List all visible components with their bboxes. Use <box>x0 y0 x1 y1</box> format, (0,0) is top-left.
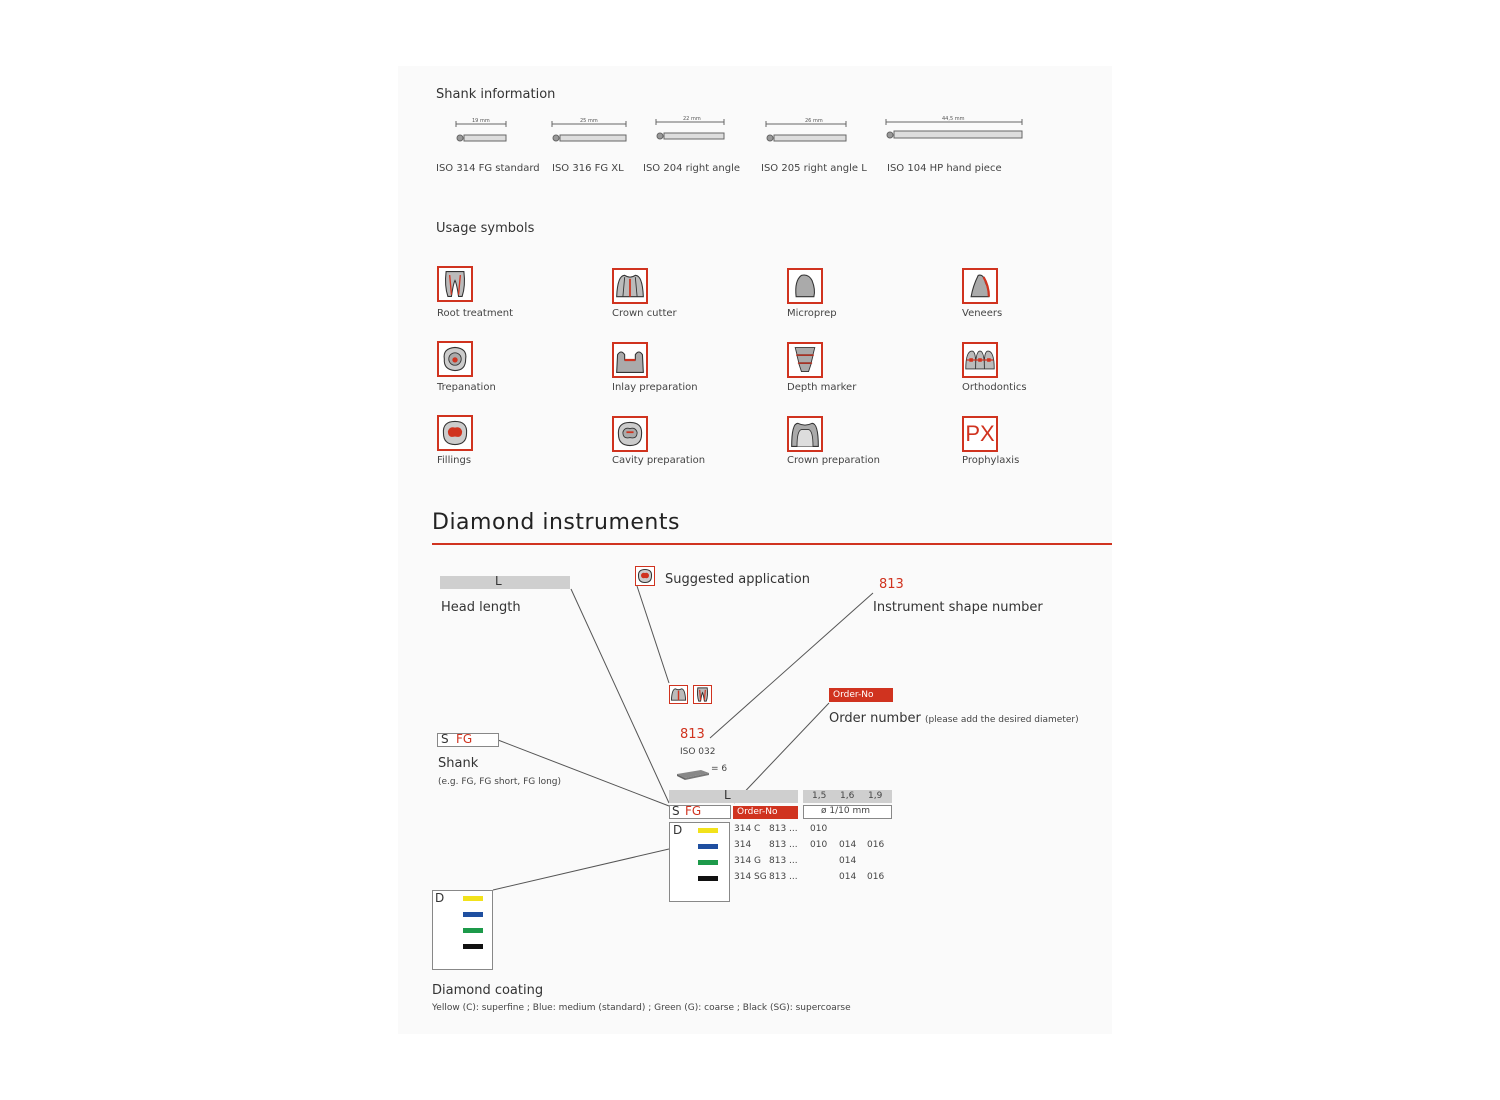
package-count: = 6 <box>711 764 728 774</box>
row-code: 314 SG <box>734 872 767 882</box>
symbol-label-depth-marker: Depth marker <box>787 382 857 393</box>
package-icon <box>675 765 711 781</box>
center-shape-number: 813 <box>680 727 705 742</box>
shape-number-label: Instrument shape number <box>873 600 1043 615</box>
row-value-2: 014 <box>839 872 857 882</box>
row-code: 314 G <box>734 856 762 866</box>
order-number-label <box>829 711 1079 726</box>
symbol-label-root-treatment: Root treatment <box>437 308 514 319</box>
table-shank-fg: FG <box>685 804 702 818</box>
table-l-bar <box>669 790 798 803</box>
legend-bar-yellow <box>463 896 483 901</box>
legend-bar-green <box>463 928 483 933</box>
symbol-label-fillings: Fillings <box>437 455 472 466</box>
symbol-label-orthodontics: Orthodontics <box>962 382 1027 393</box>
coating-legend-d: D <box>435 891 445 905</box>
row-shape: 813 ... <box>769 824 798 834</box>
row-value-1: 010 <box>810 840 828 850</box>
row-shape: 813 ... <box>769 872 798 882</box>
table-size-3: 1,9 <box>868 791 883 801</box>
row-code: 314 C <box>734 824 761 834</box>
legend-bar-black <box>463 944 483 949</box>
row-value-3: 016 <box>867 872 885 882</box>
shank-label-204: ISO 204 right angle <box>643 163 741 174</box>
row-value-2: 014 <box>839 840 857 850</box>
symbol-label-prophylaxis: Prophylaxis <box>962 455 1020 466</box>
shank-dim-314: 19 mm <box>472 118 490 124</box>
shank-dim-104: 44,5 mm <box>942 116 965 122</box>
prophylaxis-glyph: PX <box>965 421 995 446</box>
coating-bar-yellow <box>698 828 718 833</box>
head-length-bar <box>440 576 570 589</box>
symbol-label-inlay-preparation: Inlay preparation <box>612 382 698 393</box>
table-coating-d: D <box>673 823 683 837</box>
coating-bar-blue <box>698 844 718 849</box>
diamond-section-title: Diamond instruments <box>432 510 680 535</box>
table-size-2: 1,6 <box>840 791 855 801</box>
shape-number-value: 813 <box>879 577 904 592</box>
order-number-note: (please add the desired diameter) <box>924 715 1079 725</box>
coating-note: Yellow (C): superfine ; Blue: medium (standard) ; Green (G): coarse ; Black (SG): supercoarse <box>432 1003 851 1013</box>
head-length-symbol: L <box>495 574 502 588</box>
row-shape: 813 ... <box>769 840 798 850</box>
row-value-3: 016 <box>867 840 885 850</box>
symbol-label-cavity-preparation: Cavity preparation <box>612 455 706 466</box>
symbol-label-microprep: Microprep <box>787 308 837 319</box>
row-code: 314 <box>734 840 752 850</box>
row-value-2: 014 <box>839 856 857 866</box>
coating-bar-black <box>698 876 718 881</box>
table-shank-s: S <box>672 804 680 818</box>
suggested-application-label: Suggested application <box>665 572 810 587</box>
usage-section-title: Usage symbols <box>436 221 535 236</box>
table-unit: ø 1/10 mm <box>821 806 870 816</box>
shank-section-title: Shank information <box>436 87 556 102</box>
table-order-no-tag: Order-No <box>733 806 798 819</box>
row-shape: 813 ... <box>769 856 798 866</box>
center-crown-cutter-icon <box>669 685 688 704</box>
table-l-symbol: L <box>724 788 731 802</box>
shank-dim-205: 26 mm <box>805 118 823 124</box>
shank-note: (e.g. FG, FG short, FG long) <box>438 777 562 787</box>
center-root-treatment-icon <box>693 685 712 704</box>
coating-label: Diamond coating <box>432 983 544 998</box>
suggested-application-icon <box>635 566 655 586</box>
shank-label: Shank <box>438 756 479 771</box>
symbol-label-trepanation: Trepanation <box>437 382 496 393</box>
shank-legend-s: S <box>441 732 449 746</box>
legend-bar-blue <box>463 912 483 917</box>
order-no-tag: Order-No <box>829 688 893 702</box>
symbol-label-veneers: Veneers <box>962 308 1003 319</box>
shank-label-314: ISO 314 FG standard <box>436 163 540 174</box>
shank-label-205: ISO 205 right angle L <box>761 163 867 174</box>
shank-legend-fg: FG <box>456 732 473 746</box>
symbol-label-crown-preparation: Crown preparation <box>787 455 880 466</box>
shank-dim-204: 22 mm <box>683 116 701 122</box>
order-number-text: Order number <box>829 711 921 726</box>
shank-label-316: ISO 316 FG XL <box>552 163 624 174</box>
shank-label-104: ISO 104 HP hand piece <box>887 163 1002 174</box>
coating-bar-green <box>698 860 718 865</box>
shank-dim-316: 25 mm <box>580 118 598 124</box>
table-size-1: 1,5 <box>812 791 827 801</box>
head-length-label: Head length <box>441 600 521 615</box>
symbol-label-crown-cutter: Crown cutter <box>612 308 677 319</box>
row-value-1: 010 <box>810 824 828 834</box>
center-iso-size: ISO 032 <box>680 747 716 757</box>
